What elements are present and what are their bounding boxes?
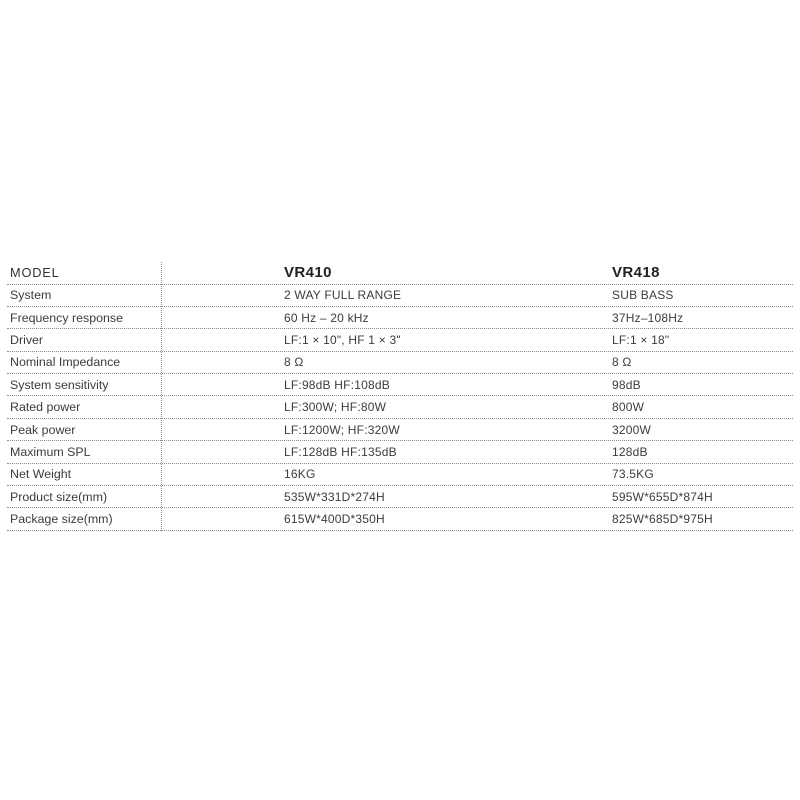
row-value-model-a: 535W*331D*274H — [284, 489, 385, 504]
row-value-model-b: 595W*655D*874H — [612, 489, 713, 504]
row-value-model-b: 37Hz–108Hz — [612, 310, 684, 325]
header-model-a: VR410 — [284, 264, 332, 282]
row-value-model-a: 615W*400D*350H — [284, 512, 385, 527]
row-label: Product size(mm) — [10, 489, 108, 504]
row-label: Driver — [10, 332, 44, 347]
row-value-model-a: 60 Hz – 20 kHz — [284, 310, 369, 325]
row-value-model-a: LF:1 × 10", HF 1 × 3" — [284, 332, 401, 347]
table-row — [7, 374, 793, 396]
row-label: Frequency response — [10, 310, 123, 325]
header-model-b: VR418 — [612, 264, 660, 282]
row-value-model-b: SUB BASS — [612, 288, 674, 303]
table-row — [7, 307, 793, 329]
row-value-model-a: LF:128dB HF:135dB — [284, 444, 397, 459]
table-row — [7, 352, 793, 374]
table-row — [7, 486, 793, 508]
row-value-model-a: LF:98dB HF:108dB — [284, 377, 390, 392]
column-divider — [161, 262, 162, 531]
row-value-model-b: 3200W — [612, 422, 652, 437]
row-label: Rated power — [10, 400, 81, 415]
row-value-model-a: LF:1200W; HF:320W — [284, 422, 400, 437]
table-row — [7, 464, 793, 486]
table-row — [7, 285, 793, 307]
row-value-model-b: 128dB — [612, 444, 648, 459]
row-value-model-b: LF:1 × 18" — [612, 332, 670, 347]
row-value-model-b: 825W*685D*975H — [612, 512, 713, 527]
row-label: System sensitivity — [10, 377, 109, 392]
table-row — [7, 396, 793, 418]
row-value-model-a: 16KG — [284, 467, 316, 482]
table-row — [7, 329, 793, 351]
row-value-model-a: 8 Ω — [284, 355, 304, 370]
row-value-model-b: 8 Ω — [612, 355, 632, 370]
table-row — [7, 508, 793, 530]
row-label: System — [10, 288, 52, 303]
table-row — [7, 441, 793, 463]
row-label: Maximum SPL — [10, 444, 91, 459]
row-label: Net Weight — [10, 467, 72, 482]
row-value-model-a: LF:300W; HF:80W — [284, 400, 387, 415]
row-value-model-b: 800W — [612, 400, 645, 415]
row-label: Nominal Impedance — [10, 355, 121, 370]
row-value-model-b: 98dB — [612, 377, 641, 392]
header-label: MODEL — [10, 265, 60, 281]
row-value-model-a: 2 WAY FULL RANGE — [284, 288, 402, 303]
row-value-model-b: 73.5KG — [612, 467, 654, 482]
table-row — [7, 419, 793, 441]
table-header-row — [7, 262, 793, 285]
row-label: Package size(mm) — [10, 512, 113, 527]
row-label: Peak power — [10, 422, 76, 437]
spec-table — [7, 262, 793, 531]
